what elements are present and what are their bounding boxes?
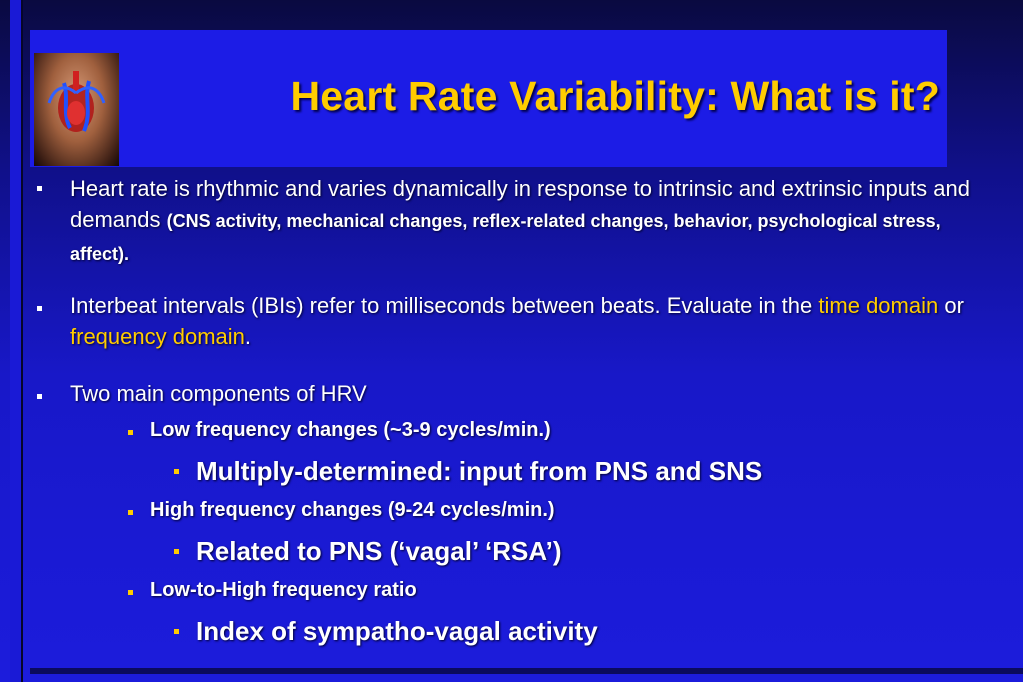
bullet-ibi-end: . [244, 324, 252, 349]
sub-high-frequency-detail: Related to PNS (‘vagal’ ‘RSA’) [196, 536, 562, 566]
bottom-accent-bar [30, 668, 1023, 674]
sub-ratio-detail: Index of sympatho-vagal activity [196, 616, 598, 646]
sub-sub-bullet-marker [174, 469, 179, 474]
sub-low-frequency: Low frequency changes (~3-9 cycles/min.) [150, 419, 551, 441]
sub-bullet-marker [128, 430, 133, 435]
bullet-ibi-or: or [938, 293, 964, 318]
bullet-heart-rate-text: Heart rate is rhythmic and varies dynamically in response to intrinsic and extrinsic inputs and demands [70, 176, 970, 232]
bullet-marker [37, 306, 42, 311]
bullet-components: Two main components of HRV [70, 381, 367, 406]
sub-sub-bullet-marker [174, 629, 179, 634]
time-domain-term: time domain [818, 293, 939, 318]
bullet-heart-rate-detail: (CNS activity, mechanical changes, reflex-related changes, behavior, psychological stress, affect). [70, 211, 941, 264]
left-accent-bar [10, 0, 21, 682]
sub-bullet-marker [128, 510, 133, 515]
bullet-heart-rate [70, 173, 1000, 270]
left-accent-line [21, 0, 23, 682]
bullet-marker [37, 186, 42, 191]
sub-high-frequency: High frequency changes (9-24 cycles/min.) [150, 499, 555, 521]
sub-ratio: Low-to-High frequency ratio [150, 579, 417, 601]
sub-bullet-marker [128, 590, 133, 595]
bullet-ibi-text: Interbeat intervals (IBIs) refer to milliseconds between beats. Evaluate in the [70, 293, 819, 318]
frequency-domain-term: frequency domain [70, 324, 245, 349]
slide-title: Heart Rate Variability: What is it? [290, 73, 940, 119]
bullet-ibi [70, 290, 1000, 352]
sub-sub-bullet-marker [174, 549, 179, 554]
bullet-marker [37, 394, 42, 399]
heart-anatomy-image [34, 53, 119, 166]
sub-low-frequency-detail: Multiply-determined: input from PNS and SNS [196, 456, 763, 486]
